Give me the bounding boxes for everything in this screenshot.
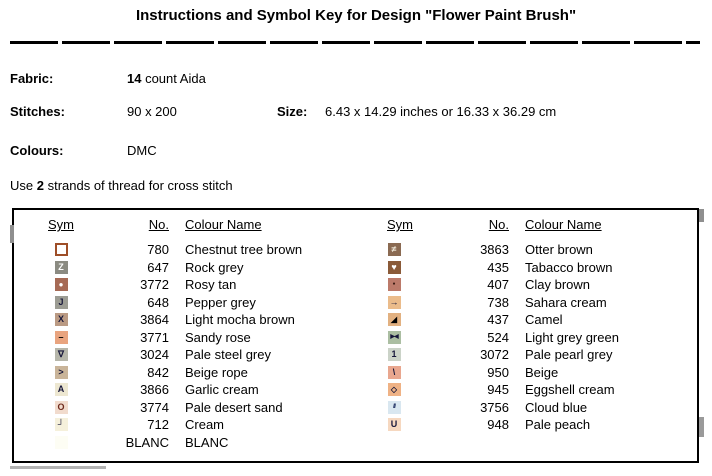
- thread-number: 738: [487, 294, 509, 310]
- arrow-right-icon: →: [389, 296, 399, 307]
- header-no: No.: [488, 217, 509, 232]
- colour-name: Tabacco brown: [525, 259, 613, 275]
- digit-one-icon: 1: [388, 348, 401, 361]
- stitches-label: Stitches:: [10, 104, 65, 119]
- nabla-triangle-icon: ∇: [55, 348, 68, 361]
- colour-name: Light mocha brown: [185, 312, 295, 328]
- heart-icon: ♥: [388, 261, 401, 274]
- strands-suffix: strands of thread for cross stitch: [43, 178, 233, 193]
- key-row: [387, 329, 695, 347]
- strands-count: 2: [36, 178, 44, 193]
- thread-number: 842: [147, 364, 169, 380]
- fabric-label: Fabric:: [10, 71, 54, 86]
- colour-name: Beige: [525, 364, 559, 380]
- thread-number: BLANC: [125, 434, 169, 450]
- scrollbar-thumb[interactable]: [10, 466, 106, 469]
- strands-note: [10, 178, 233, 194]
- thread-number: 945: [487, 382, 509, 398]
- triple-slash-icon: ///: [388, 401, 401, 414]
- letter-j-icon: J: [55, 296, 68, 309]
- thread-number: 407: [487, 277, 509, 293]
- thread-number: 712: [147, 417, 169, 433]
- key-row: [387, 311, 695, 329]
- letter-z-icon: Z: [55, 261, 68, 274]
- strands-prefix: Use: [10, 178, 37, 193]
- key-row: [48, 346, 383, 364]
- colour-name: Sandy rose: [185, 329, 251, 345]
- key-row: [387, 294, 695, 312]
- header-sym: Sym: [48, 217, 74, 232]
- key-row: [387, 346, 695, 364]
- key-row: [387, 241, 695, 259]
- key-row: [48, 416, 383, 434]
- thread-number: 435: [487, 259, 509, 275]
- filled-circle-icon: ●: [55, 278, 68, 291]
- colour-name: Clay brown: [525, 277, 591, 293]
- key-header-left: [48, 216, 383, 233]
- page-title: Instructions and Symbol Key for Design "Flower Paint Brush": [135, 7, 577, 24]
- blank-icon: [55, 436, 68, 449]
- key-rows-right: [387, 241, 695, 434]
- thread-number: 3772: [140, 277, 169, 293]
- colour-name: Light grey green: [525, 329, 619, 345]
- scrollbar-thumb[interactable]: [699, 209, 704, 222]
- thread-number: 648: [147, 294, 169, 310]
- colours-value: DMC: [127, 143, 157, 158]
- not-equal-icon: ≠: [388, 243, 401, 256]
- colour-name: Cream: [185, 417, 225, 433]
- colour-name: Eggshell cream: [525, 382, 615, 398]
- colour-name: Chestnut tree brown: [185, 242, 303, 258]
- key-rows-left: [48, 241, 383, 451]
- symbol-key-table: [12, 208, 699, 463]
- thread-number: 950: [487, 364, 509, 380]
- colour-name: Garlic cream: [185, 382, 259, 398]
- title-divider: [10, 41, 700, 44]
- thread-number: 524: [487, 329, 509, 345]
- thread-number: 437: [487, 312, 509, 328]
- thread-number: 948: [487, 417, 509, 433]
- colour-name: Camel: [525, 312, 563, 328]
- colour-name: Otter brown: [525, 242, 593, 258]
- fabric-value: [127, 71, 206, 86]
- scrollbar-thumb[interactable]: [10, 225, 14, 243]
- colour-name: Sahara cream: [525, 294, 607, 310]
- header-colour-name: Colour Name: [185, 217, 262, 232]
- filled-triangle-icon: ◢: [388, 313, 401, 326]
- key-row: [48, 276, 383, 294]
- key-row: [48, 311, 383, 329]
- colours-label: Colours:: [10, 143, 64, 158]
- letter-u-icon: U: [388, 418, 401, 431]
- stitches-value: 90 x 200: [127, 104, 177, 119]
- key-row: [48, 434, 383, 452]
- key-row: [387, 416, 695, 434]
- colour-name: Pale peach: [525, 417, 591, 433]
- colour-name: BLANC: [185, 434, 229, 450]
- key-row: [48, 329, 383, 347]
- colour-name: Pale steel grey: [185, 347, 271, 363]
- fabric-material: count Aida: [141, 71, 206, 86]
- key-row: [48, 399, 383, 417]
- key-row: [48, 294, 383, 312]
- header-sym: Sym: [387, 217, 413, 232]
- key-header-right: [387, 216, 695, 233]
- thread-number: 3072: [480, 347, 509, 363]
- bowtie-icon: ▶◀: [388, 331, 401, 344]
- key-row: [387, 381, 695, 399]
- fabric-row: [10, 71, 206, 87]
- colours-row: [10, 143, 157, 159]
- thread-number: 3866: [140, 382, 169, 398]
- colour-name: Rosy tan: [185, 277, 237, 293]
- backslash-icon: \: [388, 366, 401, 379]
- thread-number: 3771: [140, 329, 169, 345]
- thread-number: 780: [147, 242, 169, 258]
- thread-number: 647: [147, 259, 169, 275]
- open-square-icon: [55, 243, 68, 256]
- key-column-right: [387, 216, 695, 434]
- thread-number: 3864: [140, 312, 169, 328]
- greater-than-icon: >: [55, 366, 68, 379]
- thread-number: 3024: [140, 347, 169, 363]
- header-colour-name: Colour Name: [525, 217, 602, 232]
- colour-name: Cloud blue: [525, 399, 588, 415]
- colour-name: Pepper grey: [185, 294, 256, 310]
- key-row: [387, 276, 695, 294]
- key-row: [387, 364, 695, 382]
- circle-outline-icon: O: [55, 401, 68, 414]
- thread-number: 3863: [480, 242, 509, 258]
- size-label: Size:: [277, 104, 308, 119]
- key-row: [48, 241, 383, 259]
- key-row: [387, 399, 695, 417]
- corner-bracket-icon: ┘: [55, 418, 68, 431]
- dash-icon: –: [55, 331, 68, 344]
- thread-number: 3774: [140, 399, 169, 415]
- colour-name: Rock grey: [185, 259, 244, 275]
- dot-icon: ●: [388, 278, 401, 291]
- stitches-row: [10, 104, 557, 120]
- key-row: [48, 364, 383, 382]
- key-row: [48, 259, 383, 277]
- header-no: No.: [148, 217, 169, 232]
- size-value: 6.43 x 14.29 inches or 16.33 x 36.29 cm: [325, 104, 557, 119]
- thread-number: 3756: [480, 399, 509, 415]
- key-row: [48, 381, 383, 399]
- diamond-outline-icon: ◇: [388, 383, 401, 396]
- key-column-left: [48, 216, 383, 451]
- colour-name: Pale desert sand: [185, 399, 283, 415]
- letter-a-icon: A: [55, 383, 68, 396]
- colour-name: Pale pearl grey: [525, 347, 613, 363]
- colour-name: Beige rope: [185, 364, 248, 380]
- key-row: [387, 259, 695, 277]
- letter-x-icon: X: [55, 313, 68, 326]
- scrollbar-thumb[interactable]: [699, 417, 704, 437]
- fabric-count: 14: [127, 71, 142, 86]
